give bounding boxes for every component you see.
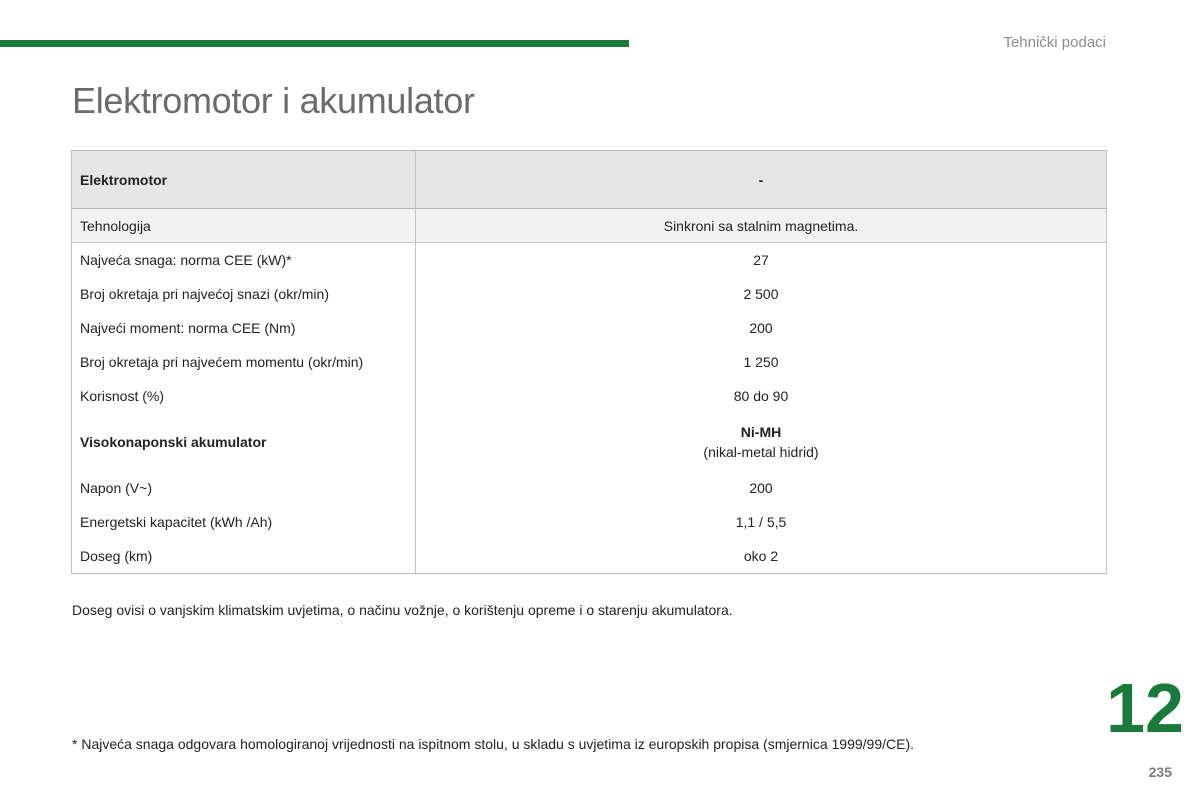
battery-value-cell (416, 413, 1107, 471)
row-value: 80 do 90 (416, 379, 1107, 413)
table-row (72, 243, 1107, 278)
table-row (72, 379, 1107, 413)
row-value: 27 (416, 243, 1107, 278)
row-label: Broj okretaja pri najvećoj snazi (okr/min) (72, 277, 416, 311)
page-title: Elektromotor i akumulator (72, 80, 475, 121)
table-row (72, 209, 1107, 243)
row-label: Najveći moment: norma CEE (Nm) (72, 311, 416, 345)
battery-label: Visokonaponski akumulator (72, 413, 416, 471)
table-row (72, 277, 1107, 311)
row-value: 200 (416, 471, 1107, 505)
page-number: 235 (1148, 764, 1172, 780)
row-label: Broj okretaja pri najvećem momentu (okr/min) (72, 345, 416, 379)
row-value: 2 500 (416, 277, 1107, 311)
spec-table (71, 150, 1107, 574)
row-label: Napon (V~) (72, 471, 416, 505)
footnote: * Najveća snaga odgovara homologiranoj vrijednosti na ispitnom stolu, u skladu s uvjetima iz europskih propisa (smjernica 1999/99/CE). (72, 736, 914, 752)
row-label: Korisnost (%) (72, 379, 416, 413)
chapter-number: 12 (1106, 669, 1184, 747)
row-value: 200 (416, 311, 1107, 345)
table-header-row (72, 151, 1107, 209)
header-accent-bar (0, 40, 629, 47)
table-row (72, 505, 1107, 539)
battery-type-description: (nikal-metal hidrid) (703, 444, 819, 460)
row-value: 1,1 / 5,5 (416, 505, 1107, 539)
table-row (72, 539, 1107, 574)
table-row (72, 311, 1107, 345)
row-label: Doseg (km) (72, 539, 416, 574)
row-label: Energetski kapacitet (kWh /Ah) (72, 505, 416, 539)
row-value: Sinkroni sa stalnim magnetima. (416, 209, 1107, 243)
section-label: Tehnički podaci (1003, 34, 1106, 51)
row-value: oko 2 (416, 539, 1107, 574)
battery-type: Ni-MH (740, 424, 782, 440)
row-label: Najveća snaga: norma CEE (kW)* (72, 243, 416, 278)
row-label: Tehnologija (72, 209, 416, 243)
row-value: 1 250 (416, 345, 1107, 379)
table-row (72, 471, 1107, 505)
header-label-cell: Elektromotor (72, 151, 416, 209)
header-value-cell: - (416, 151, 1107, 209)
table-row (72, 413, 1107, 471)
range-note: Doseg ovisi o vanjskim klimatskim uvjetima, o načinu vožnje, o korištenju opreme i o starenju akumulatora. (72, 602, 733, 618)
table-row (72, 345, 1107, 379)
